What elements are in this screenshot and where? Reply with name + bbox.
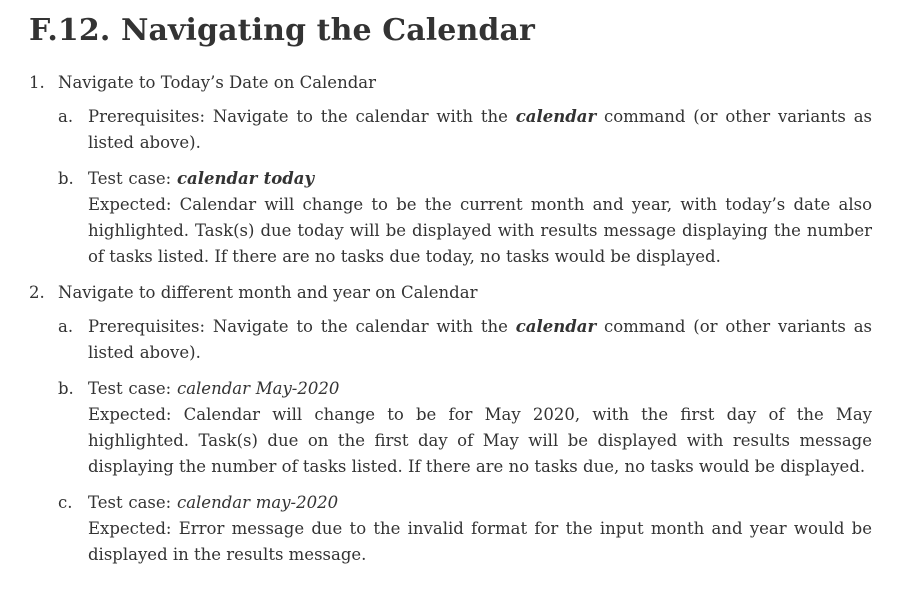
command-name: calendar May-2020 <box>176 379 340 398</box>
test-case-text: Test case: calendar today <box>88 169 315 188</box>
expected-text: Expected: Error message due to the invalid format for the input month and year would be displayed in the results message. <box>88 519 872 564</box>
sub-letter: b. <box>58 379 74 398</box>
sub-item-prerequisites <box>58 314 872 366</box>
sub-item-prerequisites <box>58 104 872 156</box>
sub-letter: a. <box>58 317 74 336</box>
sub-item-test-case <box>58 376 872 480</box>
expected-text: Expected: Calendar will change to be for May 2020, with the first day of the May highlighted. Task(s) due on the first day of May will be displayed with results message displaying the number of tasks listed. If there are no tasks due, no tasks would be displayed. <box>88 405 872 476</box>
list-item-month-year <box>29 280 872 568</box>
test-case-text: Test case: calendar May-2020 <box>88 379 340 398</box>
prerequisites-text: Prerequisites: Navigate to the calendar with the calendar command (or other variants as listed above). <box>88 107 872 152</box>
sub-letter: b. <box>58 169 74 188</box>
list-item-title: Navigate to different month and year on Calendar <box>58 283 478 302</box>
sub-list <box>58 104 872 270</box>
command-name: calendar <box>515 317 597 336</box>
test-case-text: Test case: calendar may-2020 <box>88 493 339 512</box>
list-item-today <box>29 70 872 270</box>
expected-text: Expected: Calendar will change to be the current month and year, with today’s date also highlighted. Task(s) due today will be displayed with results message displaying the number of tasks listed. If there are no tasks due today, no tasks would be displayed. <box>88 195 872 266</box>
sub-letter: a. <box>58 107 74 126</box>
sub-letter: c. <box>58 493 73 512</box>
command-name: calendar <box>515 107 597 126</box>
list-item-title: Navigate to Today’s Date on Calendar <box>58 73 376 92</box>
list-number: 2. <box>29 283 45 302</box>
command-name: calendar today <box>176 169 315 188</box>
sub-item-test-case <box>58 490 872 568</box>
list-number: 1. <box>29 73 45 92</box>
sub-list <box>58 314 872 568</box>
page-title: F.12. Navigating the Calendar <box>29 13 535 48</box>
prerequisites-text: Prerequisites: Navigate to the calendar with the calendar command (or other variants as listed above). <box>88 317 872 362</box>
sub-item-test-case <box>58 166 872 270</box>
test-list <box>29 70 872 568</box>
command-name: calendar may-2020 <box>176 493 339 512</box>
